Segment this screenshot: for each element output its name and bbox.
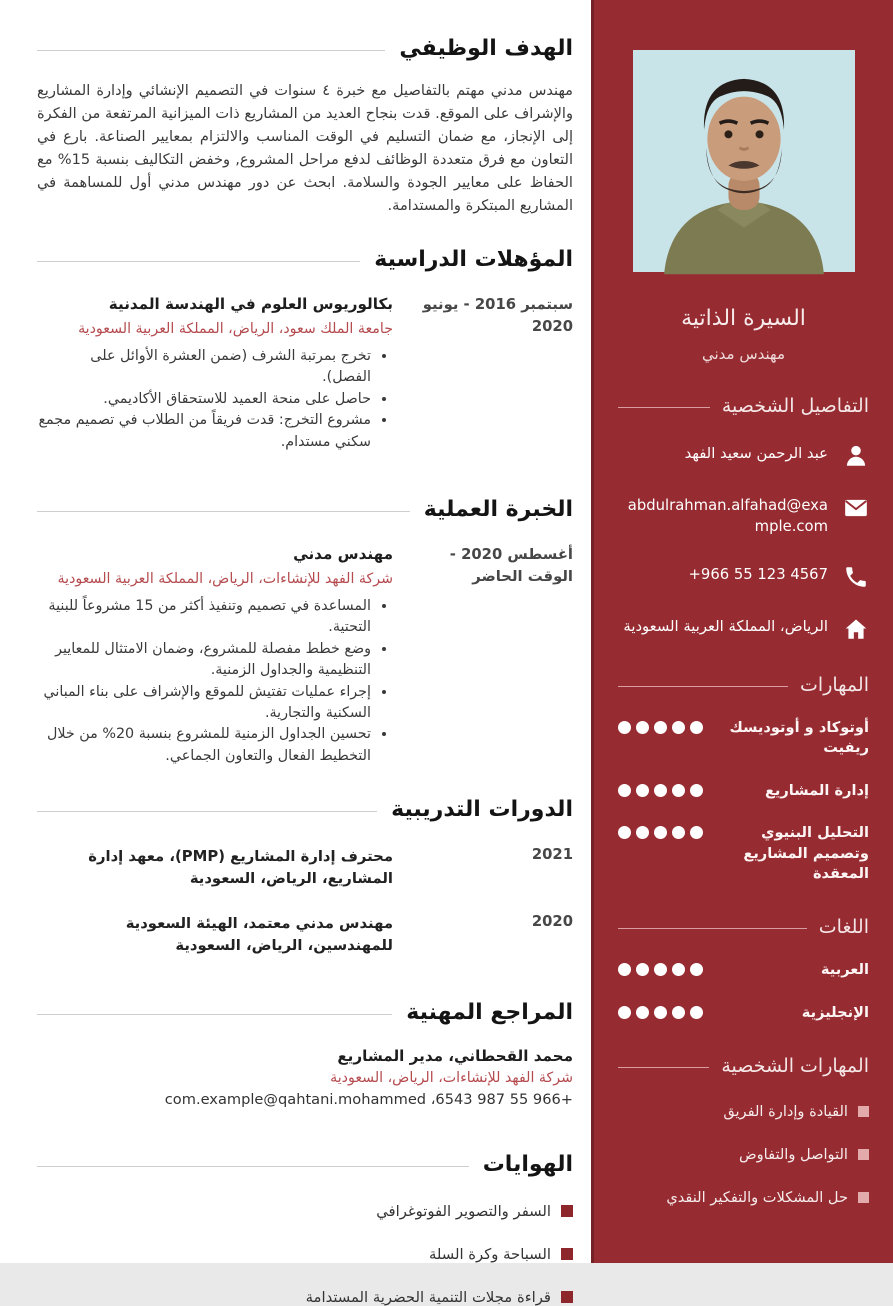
- education-bullet: • مشروع التخرج: قدت فريقاً من الطلاب في تصميم مجمع سكني مستدام.: [37, 410, 371, 453]
- education-title: المؤهلات الدراسية: [374, 247, 573, 273]
- language-label: العربية: [820, 961, 869, 979]
- experience-bullet: • وضع خطط مفصلة للمشروع، وضمان الامتثال للمعايير التنظيمية والجداول الزمنية.: [37, 639, 371, 682]
- hobbies-section: [37, 1152, 573, 1306]
- education-header: [37, 247, 573, 272]
- experience-bullet: • المساعدة في تصميم وتنفيذ أكثر من 15 مشروعاً للبنية التحتية.: [37, 596, 371, 639]
- sidebar-divider: [618, 686, 788, 687]
- detail-row-phone: [618, 564, 869, 590]
- languages-title: اللغات: [818, 916, 869, 939]
- objective-section: [37, 36, 573, 217]
- detail-row-location: [618, 616, 869, 642]
- phone-icon: [843, 564, 869, 590]
- experience-entry: [37, 544, 573, 767]
- training-year: 2020: [531, 913, 573, 931]
- skill-label: أوتوكاد و أوتوديسك ريفيت: [729, 718, 869, 757]
- institution-name: جامعة الملك سعود، الرياض، المملكة العربية السعودية: [78, 320, 393, 337]
- cv-role: مهندس مدني: [701, 345, 785, 363]
- references-header: [37, 1000, 573, 1025]
- detail-row-email: [618, 495, 869, 538]
- sidebar-divider: [618, 1067, 709, 1068]
- reference-contact: com.example@qahtani.mohammed ،6543 987 55 966+: [164, 1091, 573, 1109]
- training-section: [37, 797, 573, 956]
- section-divider: [37, 261, 360, 262]
- skills-header: [618, 674, 869, 696]
- references-title: المراجع المهنية: [406, 1000, 573, 1026]
- training-entry: [37, 913, 573, 956]
- reference-company: شركة الفهد للإنشاءات، الرياض، السعودية: [330, 1070, 573, 1087]
- skill-label: إدارة المشاريع: [764, 781, 869, 799]
- personal-skill-item: القيادة وإدارة الفريق: [618, 1103, 869, 1120]
- skill-rating-dots: [618, 781, 703, 797]
- section-divider: [37, 1166, 469, 1167]
- language-rating-dots: [618, 960, 703, 976]
- person-icon: [843, 443, 869, 469]
- profile-photo-illustration: [633, 50, 855, 272]
- personal-skill-item: حل المشكلات والتفكير النقدي: [618, 1189, 869, 1206]
- home-icon: [843, 616, 869, 642]
- language-label: الإنجليزية: [801, 1003, 869, 1021]
- training-text: محترف إدارة المشاريع (PMP)، معهد إدارة المشاريع، الرياض، السعودية: [88, 848, 393, 887]
- experience-header: [37, 497, 573, 522]
- hobbies-list: [37, 1203, 573, 1306]
- experience-section: [37, 497, 573, 767]
- training-year: 2021: [531, 846, 573, 864]
- hobby-item: السباحة وكرة السلة: [37, 1246, 573, 1263]
- reference-name: محمد القحطاني، مدير المشاريع: [337, 1047, 573, 1066]
- phone-text: +966 55 123 4567: [688, 565, 828, 583]
- section-divider: [37, 811, 377, 812]
- training-entry: [37, 846, 573, 889]
- skill-row: [618, 718, 869, 759]
- section-divider: [37, 1014, 392, 1015]
- objective-header: [37, 36, 573, 61]
- skill-rating-dots: [618, 718, 703, 734]
- envelope-icon: [843, 495, 869, 521]
- hobby-item: السفر والتصوير الفوتوغرافي: [37, 1203, 573, 1220]
- references-section: [37, 1000, 573, 1108]
- hobbies-title: الهوايات: [482, 1152, 573, 1178]
- job-title: مهندس مدني: [293, 545, 393, 564]
- experience-bullet: • تحسين الجداول الزمنية للمشروع بنسبة 20% من خلال التخطيط الفعال والتعاون الجماعي.: [37, 724, 371, 767]
- location-text: الرياض، المملكة العربية السعودية: [623, 617, 828, 635]
- personal-details-title: التفاصيل الشخصية: [721, 395, 869, 417]
- sidebar-divider: [618, 407, 710, 408]
- education-date: سبتمبر 2016 - يونيو 2020: [422, 296, 573, 335]
- personal-skills-list: [618, 1103, 869, 1206]
- section-divider: [37, 511, 410, 512]
- skill-label: التحليل البنيوي وتصميم المشاريع المعقدة: [743, 824, 869, 883]
- company-name: شركة الفهد للإنشاءات، الرياض، المملكة العربية السعودية: [57, 570, 393, 587]
- language-row: [618, 1003, 869, 1023]
- training-header: [37, 797, 573, 822]
- education-bullets: [37, 346, 393, 453]
- skill-rating-dots: [618, 823, 703, 839]
- language-rating-dots: [618, 1003, 703, 1019]
- experience-bullets: [37, 596, 393, 768]
- skill-row: [618, 823, 869, 884]
- section-divider: [37, 50, 385, 51]
- skill-row: [618, 781, 869, 801]
- experience-title: الخبرة العملية: [423, 497, 573, 523]
- training-title: الدورات التدريبية: [391, 797, 573, 823]
- skills-title: المهارات: [800, 673, 869, 696]
- education-entry: [37, 294, 573, 453]
- objective-title: الهدف الوظيفي: [399, 36, 573, 61]
- language-row: [618, 960, 869, 980]
- objective-text: مهندس مدني مهتم بالتفاصيل مع خبرة ٤ سنوات في التصميم الإنشائي وإدارة المشاريع والإشراف على الموقع. قدت بنجاح العديد من المشاريع ذات الميزانية المرتفعة من الفكرة إلى الإنجاز، مع ضمان التسليم في الوقت المناسب والالتزام بمعايير الصناعة. بارع في التعاون مع فرق متعددة الوظائف لدفع مراحل المشروع, وخفض التكاليف بنسبة 15% مع الحفاظ على معايير الجودة والسلامة. ابحث عن دور مهندس مدني أول للمساهمة في المشاريع المبتكرة والمستدامة.: [37, 82, 573, 215]
- experience-bullet: • إجراء عمليات تفتيش للموقع والإشراف على بناء المباني السكنية والتجارية.: [37, 682, 371, 725]
- experience-date: أغسطس 2020 - الوقت الحاضر: [449, 546, 573, 585]
- education-bullet: • حاصل على منحة العميد للاستحقاق الأكاديمي.: [37, 389, 371, 410]
- education-section: [37, 247, 573, 453]
- sidebar: [591, 0, 893, 1263]
- degree-title: بكالوريوس العلوم في الهندسة المدنية: [108, 295, 393, 314]
- hobby-item: قراءة مجلات التنمية الحضرية المستدامة: [37, 1289, 573, 1306]
- hobbies-header: [37, 1152, 573, 1177]
- education-details: [37, 294, 393, 453]
- training-text: مهندس مدني معتمد، الهيئة السعودية للمهندسين، الرياض، السعودية: [125, 915, 393, 954]
- experience-details: [37, 544, 393, 767]
- personal-skills-header: [618, 1055, 869, 1077]
- detail-row-name: [618, 443, 869, 469]
- personal-skills-title: المهارات الشخصية: [721, 1055, 869, 1078]
- personal-skill-item: التواصل والتفاوض: [618, 1146, 869, 1163]
- sidebar-divider: [618, 928, 807, 929]
- email-text: abdulrahman.alfahad@example.com: [627, 497, 828, 536]
- education-bullet: • تخرج بمرتبة الشرف (ضمن العشرة الأوائل على الفصل).: [37, 346, 371, 389]
- languages-header: [618, 916, 869, 938]
- cv-title: السيرة الذاتية: [681, 306, 806, 331]
- profile-photo: [633, 50, 855, 272]
- personal-details-header: [618, 395, 869, 417]
- person-name: عبد الرحمن سعيد الفهد: [684, 445, 828, 462]
